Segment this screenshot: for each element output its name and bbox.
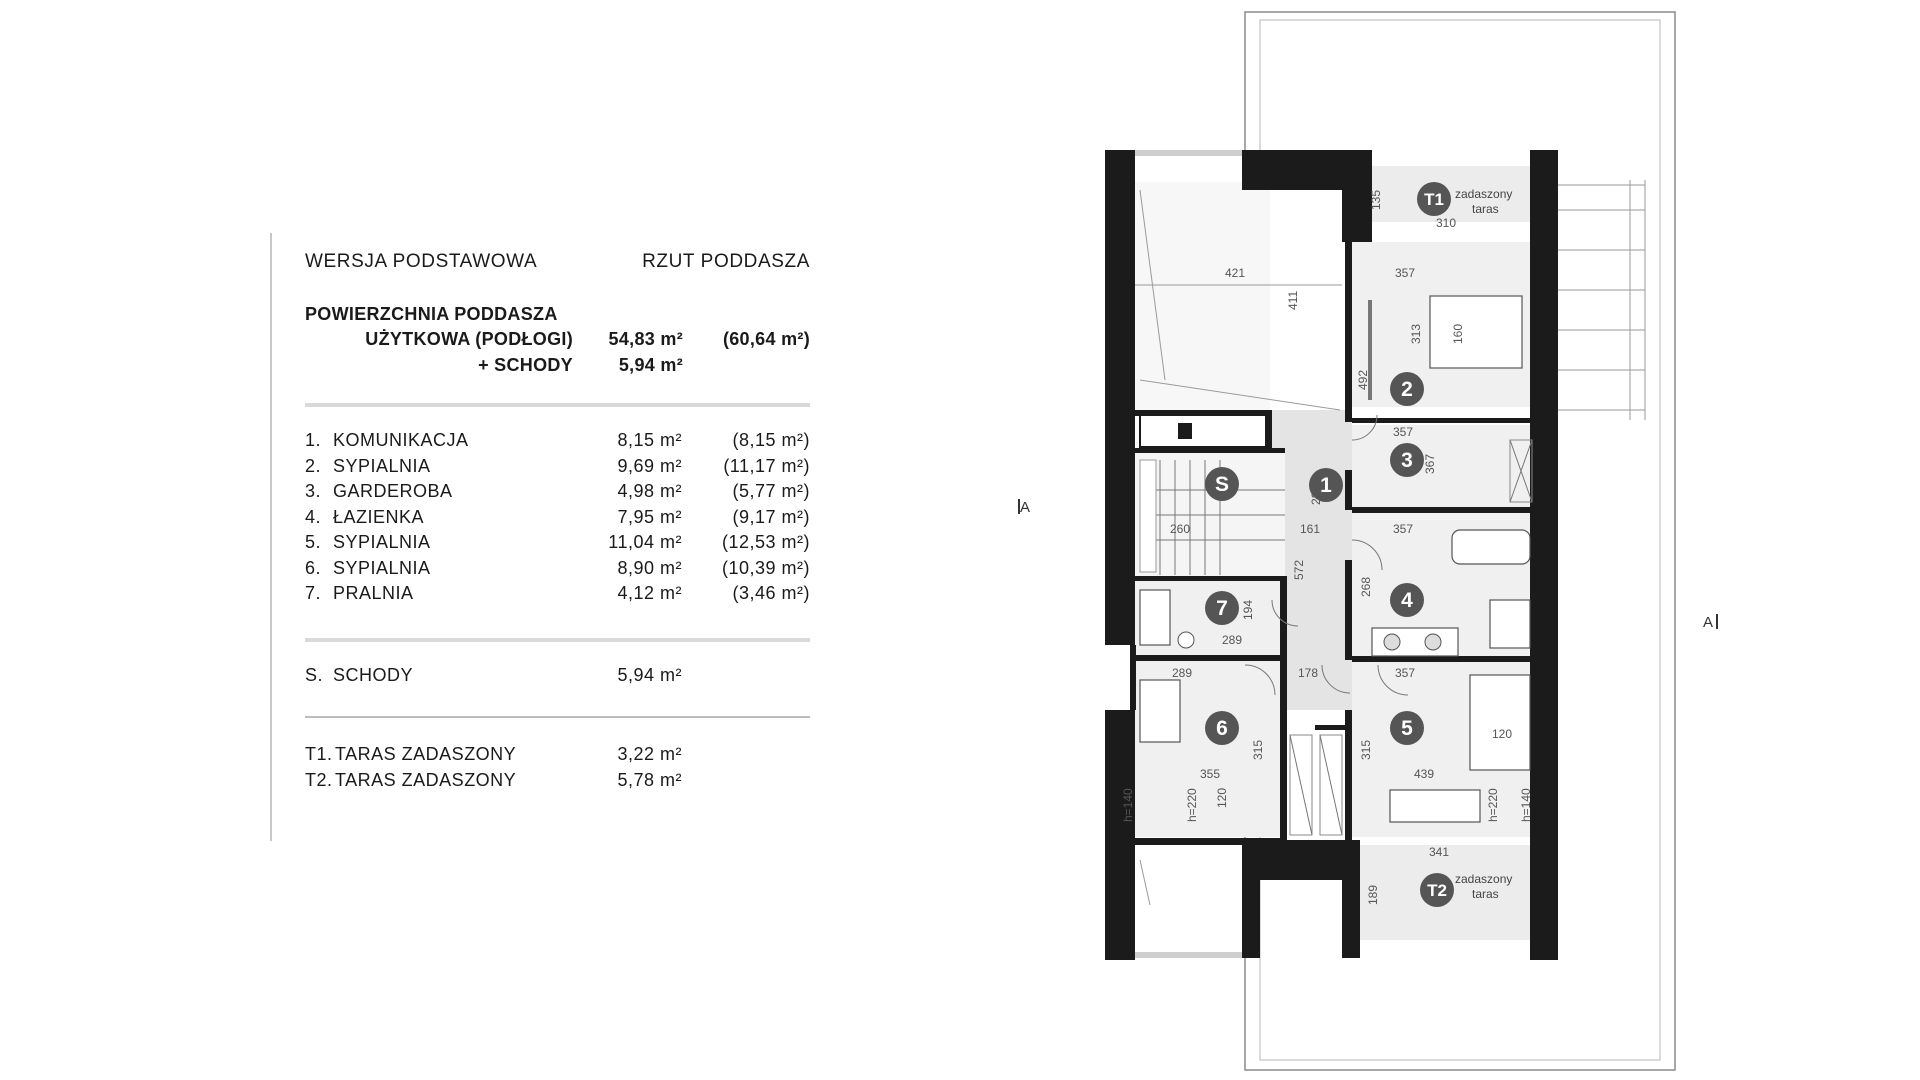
svg-text:T1: T1	[1424, 190, 1444, 209]
terrace-name: TARAS ZADASZONY	[335, 770, 517, 790]
dimension: 228	[1309, 484, 1323, 505]
svg-text:T2: T2	[1427, 881, 1447, 900]
dimension: 268	[1359, 576, 1373, 597]
dimension: 313	[1409, 323, 1423, 344]
room-number: 3.	[305, 481, 322, 501]
svg-text:6: 6	[1216, 717, 1228, 740]
room-area: 8,15 m²	[617, 430, 682, 450]
dimension: 439	[1414, 767, 1435, 781]
room-mark-2	[1390, 372, 1424, 406]
void-area	[1130, 182, 1270, 410]
room-name: PRALNIA	[333, 583, 414, 603]
room-area-total: (8,15 m²)	[732, 430, 810, 450]
room-number: S.	[305, 665, 324, 685]
room-name: GARDEROBA	[333, 481, 453, 501]
svg-text:2: 2	[1401, 378, 1413, 401]
height-label: h=220	[1486, 788, 1500, 822]
terrace-mark-2	[1420, 873, 1454, 907]
room-mark-stairs	[1205, 467, 1239, 501]
chimney	[1140, 415, 1266, 447]
svg-text:4: 4	[1401, 589, 1413, 612]
room-mark-6	[1205, 711, 1239, 745]
dimension: 357	[1393, 425, 1414, 439]
terrace-caption: zadaszony	[1455, 872, 1513, 886]
terrace-caption: taras	[1472, 202, 1499, 216]
shower	[1490, 600, 1530, 648]
terrace-area: 5,78 m²	[617, 770, 682, 790]
room-name: SCHODY	[333, 665, 414, 685]
room-mark-3	[1390, 443, 1424, 477]
dimension: 189	[1366, 884, 1380, 905]
terrace-name: TARAS ZADASZONY	[335, 744, 517, 764]
svg-text:1: 1	[1320, 474, 1332, 497]
stairs-handrail	[1140, 460, 1156, 572]
desk-room-5	[1390, 790, 1480, 822]
room-area: 9,69 m²	[617, 456, 682, 476]
dimension: 421	[1225, 266, 1246, 280]
dimension: 357	[1395, 666, 1416, 680]
room-number: 7.	[305, 583, 322, 603]
room-mark-7	[1205, 591, 1239, 625]
window	[1135, 952, 1242, 958]
summary-usable-area: 54,83 m²	[608, 329, 683, 349]
section-marker-right: A	[1703, 614, 1714, 631]
terrace-caption: zadaszony	[1455, 187, 1513, 201]
bed-room-6	[1140, 680, 1180, 742]
terrace-caption: taras	[1472, 887, 1499, 901]
summary-stairs-area: 5,94 m²	[618, 355, 683, 375]
height-label: h=140	[1121, 788, 1135, 822]
svg-text:S: S	[1214, 473, 1230, 496]
room-area-total: (10,39 m²)	[721, 558, 810, 578]
dimension: 160	[1451, 323, 1465, 344]
summary-stairs-label: + SCHODY	[478, 355, 573, 375]
dimension: 310	[1436, 216, 1457, 230]
laundry-sink	[1178, 632, 1194, 648]
dimension: 357	[1395, 266, 1416, 280]
room-number: 5.	[305, 532, 322, 552]
room-area-total: (5,77 m²)	[732, 481, 810, 501]
dimension: 161	[1300, 522, 1321, 536]
svg-text:3: 3	[1401, 449, 1413, 472]
room-number: 1.	[305, 430, 322, 450]
room-area-total: (3,46 m²)	[732, 583, 810, 603]
terrace-mark-1	[1417, 182, 1451, 216]
room-name: SYPIALNIA	[333, 532, 431, 552]
summary-usable-total: (60,64 m²)	[722, 329, 810, 349]
dimension: 411	[1286, 290, 1300, 310]
height-label: h=220	[1185, 788, 1199, 822]
wardrobe-cross	[1290, 735, 1312, 835]
stairs-floor	[1135, 452, 1285, 580]
bed-room-2	[1430, 296, 1522, 368]
terrace-number: T2.	[305, 770, 333, 790]
room-area: 11,04 m²	[608, 532, 682, 552]
summary-heading: POWIERZCHNIA PODDASZA	[305, 304, 558, 324]
dimension: 367	[1423, 453, 1437, 474]
section-marker-tick	[1716, 614, 1718, 629]
room-area: 4,98 m²	[617, 481, 682, 501]
dimension: 355	[1200, 767, 1221, 781]
room-name: SYPIALNIA	[333, 558, 431, 578]
svg-text:5: 5	[1401, 717, 1413, 740]
dimension: 120	[1215, 787, 1229, 808]
sink-bowl	[1425, 634, 1441, 650]
room-name: ŁAZIENKA	[333, 507, 425, 527]
room-name: KOMUNIKACJA	[333, 430, 469, 450]
slope-line	[1140, 860, 1150, 905]
dimension: 194	[1241, 599, 1255, 620]
room-name: SYPIALNIA	[333, 456, 431, 476]
room-area-total: (9,17 m²)	[732, 507, 810, 527]
bathtub	[1452, 530, 1530, 564]
room-area: 8,90 m²	[617, 558, 682, 578]
terrace-number: T1.	[305, 744, 333, 764]
dimension: 260	[1170, 522, 1191, 536]
room-area: 4,12 m²	[617, 583, 682, 603]
dimension: 315	[1251, 739, 1265, 760]
dimension: 492	[1356, 369, 1370, 390]
wardrobe-cross	[1320, 735, 1342, 835]
room-area-total: (11,17 m²)	[723, 456, 810, 476]
dimension: 289	[1222, 633, 1243, 647]
room-area: 7,95 m²	[617, 507, 682, 527]
room-3-floor	[1352, 425, 1532, 507]
room-number: 2.	[305, 456, 322, 476]
chimney-flue	[1178, 423, 1192, 439]
dimension: 135	[1369, 189, 1383, 210]
room-area-total: (12,53 m²)	[721, 532, 810, 552]
room-area: 5,94 m²	[617, 665, 682, 685]
room-mark-4	[1390, 583, 1424, 617]
svg-text:7: 7	[1216, 597, 1228, 620]
plan-title: RZUT PODDASZA	[642, 251, 810, 272]
version-label: WERSJA PODSTAWOWA	[305, 251, 538, 272]
room-number: 4.	[305, 507, 322, 527]
washing-machine	[1140, 590, 1170, 645]
height-label: h=140	[1519, 788, 1533, 822]
summary-usable-label: UŻYTKOWA (PODŁOGI)	[365, 329, 573, 349]
dimension: 572	[1292, 559, 1306, 580]
roof-rafters	[1558, 180, 1645, 420]
room-number: 6.	[305, 558, 322, 578]
dimension: 178	[1298, 666, 1319, 680]
dimension: 341	[1429, 845, 1450, 859]
bed-room-5	[1470, 675, 1530, 770]
section-marker-tick	[1018, 499, 1020, 514]
dimension: 289	[1172, 666, 1193, 680]
dimension: 315	[1359, 739, 1373, 760]
section-marker-left: A	[1020, 499, 1031, 516]
room-mark-5	[1390, 711, 1424, 745]
window	[1135, 150, 1242, 156]
terrace-area: 3,22 m²	[617, 744, 682, 764]
dimension: 357	[1393, 522, 1414, 536]
sink-bowl	[1384, 634, 1400, 650]
dimension: 120	[1492, 727, 1513, 741]
